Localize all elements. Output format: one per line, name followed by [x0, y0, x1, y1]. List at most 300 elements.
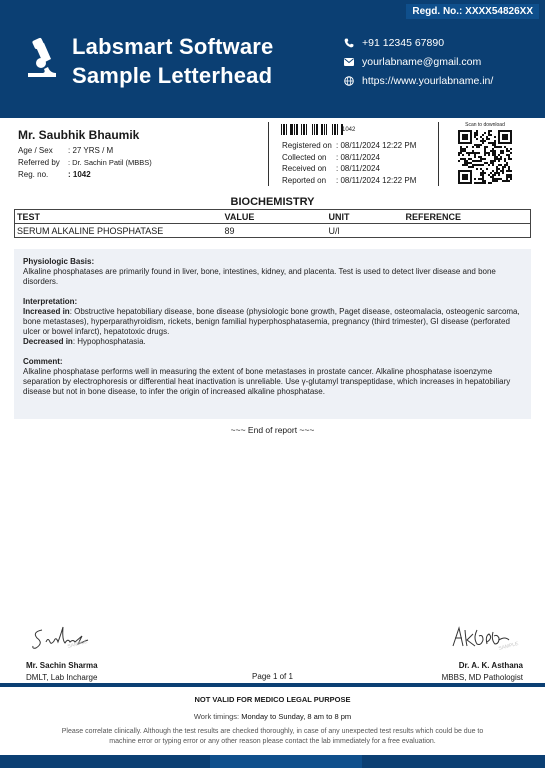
- qr-module: [480, 140, 482, 142]
- qr-module: [466, 152, 468, 154]
- qr-module: [494, 144, 496, 146]
- qr-module: [486, 162, 488, 164]
- label: Age / Sex: [18, 146, 53, 155]
- mail-icon: [344, 58, 362, 66]
- qr-module: [462, 174, 468, 180]
- qr-module: [480, 172, 482, 174]
- qr-module: [460, 158, 462, 160]
- qr-code-icon[interactable]: [458, 130, 512, 184]
- barcode-bar: [316, 124, 318, 135]
- lab-brand-name: [72, 32, 273, 90]
- qr-module: [494, 152, 496, 154]
- qr-module: [496, 168, 498, 170]
- qr-module: [486, 146, 488, 148]
- barcode-bar: [303, 124, 305, 135]
- qr-module: [476, 160, 478, 162]
- qr-module: [480, 136, 482, 138]
- qr-module: [466, 146, 468, 148]
- qr-module: [462, 164, 464, 166]
- qr-module: [488, 174, 490, 176]
- qr-module: [510, 148, 512, 150]
- qr-module: [492, 144, 494, 146]
- qr-module: [490, 162, 492, 164]
- qr-module: [498, 164, 500, 166]
- table-header-row: [15, 210, 531, 224]
- qr-module: [466, 164, 468, 166]
- qr-module: [480, 156, 482, 158]
- qr-module: [468, 158, 470, 160]
- qr-module: [506, 178, 508, 180]
- qr-module: [472, 146, 474, 148]
- signature-left-image: [28, 622, 98, 652]
- qr-module: [504, 166, 506, 168]
- phone-number: +91 12345 67890: [362, 36, 445, 49]
- qr-module: [478, 182, 480, 184]
- qr-module: [484, 158, 486, 160]
- qr-module: [492, 176, 494, 178]
- qr-module: [486, 168, 488, 170]
- signatory-title: DMLT, Lab Incharge: [26, 673, 98, 682]
- qr-module: [474, 160, 476, 162]
- qr-module: [494, 180, 496, 182]
- qr-module: [484, 146, 486, 148]
- qr-module: [474, 178, 476, 180]
- section-title: BIOCHEMISTRY: [230, 196, 315, 208]
- patient-age-row: [18, 145, 268, 157]
- label: Reg. no.: [18, 170, 49, 179]
- reported-row: [282, 175, 416, 187]
- qr-module: [506, 174, 508, 176]
- qr-module: [496, 178, 498, 180]
- qr-module: [476, 130, 478, 132]
- barcode-bar: [294, 124, 295, 135]
- qr-module: [476, 134, 478, 136]
- qr-module: [474, 154, 476, 156]
- qr-module: [482, 180, 484, 182]
- qr-module: [470, 152, 472, 154]
- qr-module: [480, 178, 482, 180]
- value: : 08/11/2024: [336, 164, 380, 174]
- website-row: [344, 71, 493, 90]
- email-row: [344, 52, 493, 71]
- qr-module: [480, 174, 482, 176]
- flask-logo-icon: [24, 37, 60, 79]
- basis-text: Alkaline phosphatases are primarily found in liver, bone, intestines, kidney, and placenta. Test is used to detect liver disease and bone disorders.: [23, 267, 496, 287]
- qr-module: [460, 146, 462, 148]
- value: : 08/11/2024 12:22 PM: [336, 141, 417, 150]
- qr-module: [476, 182, 478, 184]
- barcode-bar: [301, 124, 302, 135]
- qr-module: [478, 164, 480, 166]
- signature-right-image: [447, 622, 527, 652]
- decreased-paragraph: [23, 337, 522, 347]
- qr-module: [472, 150, 474, 152]
- qr-module: [474, 152, 476, 154]
- qr-module: [510, 176, 512, 178]
- test-name: SERUM ALKALINE PHOSPHATASE: [15, 224, 223, 238]
- qr-module: [494, 154, 496, 156]
- qr-module: [494, 142, 496, 144]
- qr-module: [462, 148, 464, 150]
- qr-module: [464, 150, 466, 152]
- barcode-bar: [306, 124, 307, 135]
- value: : 08/11/2024 12:22 PM: [336, 175, 417, 185]
- barcode-bar: [290, 124, 293, 135]
- svg-text:SAMPLE: SAMPLE: [66, 638, 89, 650]
- qr-module: [482, 174, 484, 176]
- brand-line-1: Labsmart Software: [72, 34, 274, 59]
- qr-module: [500, 150, 502, 152]
- legal-notice: NOT VALID FOR MEDICO LEGAL PURPOSE: [194, 695, 351, 704]
- qr-module: [482, 182, 484, 184]
- clinical-notes: [14, 249, 531, 419]
- barcode-bar: [326, 124, 327, 135]
- qr-module: [498, 146, 500, 148]
- qr-module: [488, 154, 490, 156]
- qr-module: [498, 174, 500, 176]
- qr-module: [492, 152, 494, 154]
- qr-module: [496, 180, 498, 182]
- barcode-bar: [308, 124, 311, 135]
- increased-text: : Obstructive hepatobiliary disease, bone disease (physiologic bone growth, Paget disease, osteomalacia, osteogenic sarcoma, bone metastases), hyperparathyroidism, rickets, benign familial hyperphosphatasemia, pregnancy (third trimester), GI disease (perforated ulcer or bowel infarct), hepatotoxic drugs.: [23, 306, 520, 337]
- qr-module: [506, 170, 508, 172]
- interpretation-heading: Interpretation:: [23, 296, 78, 306]
- qr-module: [474, 164, 476, 166]
- qr-module: [508, 150, 510, 152]
- qr-module: [480, 160, 482, 162]
- qr-module: [494, 158, 496, 160]
- label: Reported on: [282, 175, 327, 185]
- qr-module: [478, 152, 480, 154]
- qr-module: [508, 176, 510, 178]
- value: : 1042: [68, 170, 91, 179]
- qr-module: [462, 150, 464, 152]
- qr-module: [506, 180, 508, 182]
- barcode-number: 1042: [342, 127, 356, 133]
- barcode-bar: [281, 124, 282, 135]
- qr-module: [480, 158, 482, 160]
- qr-module: [460, 148, 462, 150]
- qr-module: [484, 150, 486, 152]
- label: Registered on: [282, 141, 332, 150]
- divider: [438, 122, 439, 186]
- phone-icon: [344, 38, 362, 48]
- qr-module: [476, 164, 478, 166]
- qr-module: [458, 152, 460, 154]
- qr-module: [482, 178, 484, 180]
- qr-module: [500, 178, 502, 180]
- qr-module: [510, 158, 512, 160]
- table-row: [15, 224, 531, 238]
- qr-module: [490, 150, 492, 152]
- qr-module: [500, 170, 502, 172]
- qr-module: [496, 172, 498, 174]
- basis-heading: Physiologic Basis:: [23, 257, 95, 266]
- qr-module: [506, 164, 508, 166]
- barcode-bar: [286, 124, 287, 135]
- footer-bar: [0, 755, 545, 768]
- qr-module: [494, 156, 496, 158]
- qr-module: [464, 164, 466, 166]
- footer-bar-segment: [210, 755, 362, 768]
- qr-module: [462, 134, 468, 140]
- email-address[interactable]: yourlabname@gmail.com: [362, 55, 482, 68]
- qr-module: [494, 178, 496, 180]
- divider: [268, 122, 269, 186]
- barcode-bar: [319, 124, 320, 135]
- qr-module: [464, 148, 466, 150]
- qr-module: [490, 172, 492, 174]
- test-unit: U/l: [327, 224, 404, 238]
- value: : Dr. Sachin Patil (MBBS): [68, 158, 152, 167]
- qr-module: [474, 134, 476, 136]
- qr-module: [468, 154, 470, 156]
- qr-module: [492, 178, 494, 180]
- qr-module: [500, 158, 502, 160]
- qr-module: [488, 182, 490, 184]
- qr-module: [486, 138, 488, 140]
- qr-module: [496, 146, 498, 148]
- qr-module: [494, 150, 496, 152]
- results-table: [14, 209, 531, 238]
- qr-module: [504, 180, 506, 182]
- increased-paragraph: [23, 307, 522, 338]
- qr-module: [478, 178, 480, 180]
- qr-module: [472, 160, 474, 162]
- barcode-bar: [321, 124, 323, 135]
- qr-module: [500, 164, 502, 166]
- registration-number: Regd. No.: XXXX54826XX: [406, 4, 539, 19]
- qr-module: [508, 156, 510, 158]
- contact-info: [344, 33, 493, 90]
- comment-text: Alkaline phosphatase performs well in measuring the extent of bone metastases in prostate cancer. Alkaline phosphatase isoenzyme separation by electrophoresis or differential heat inactivation is unreliable. Use γ-glutamyl transpeptidase, which increases in hepatobiliary disease but not in bone disease, to infer the origin of increased alkaline phosphatase.: [23, 366, 511, 397]
- qr-module: [492, 148, 494, 150]
- barcode-icon: [281, 124, 344, 135]
- qr-module: [504, 164, 506, 166]
- barcode-bar: [339, 124, 340, 135]
- phone-row: [344, 33, 493, 52]
- qr-module: [492, 154, 494, 156]
- brand-line-2: Sample Letterhead: [72, 63, 273, 88]
- barcode-bar: [324, 124, 325, 135]
- qr-module: [502, 150, 504, 152]
- qr-module: [482, 140, 484, 142]
- qr-module: [492, 170, 494, 172]
- qr-module: [510, 152, 512, 154]
- qr-module: [470, 158, 472, 160]
- column-header: TEST: [15, 210, 223, 224]
- qr-module: [482, 138, 484, 140]
- qr-module: [502, 134, 508, 140]
- qr-module: [492, 174, 494, 176]
- qr-module: [488, 132, 490, 134]
- qr-module: [478, 144, 480, 146]
- qr-module: [460, 150, 462, 152]
- signatory-title: MBBS, MD Pathologist: [441, 673, 523, 682]
- qr-module: [498, 154, 500, 156]
- qr-module: [500, 152, 502, 154]
- qr-module: [496, 156, 498, 158]
- qr-module: [488, 138, 490, 140]
- qr-module: [480, 168, 482, 170]
- signatory-name: Mr. Sachin Sharma: [26, 661, 98, 670]
- qr-module: [464, 162, 466, 164]
- qr-module: [490, 176, 492, 178]
- qr-module: [488, 164, 490, 166]
- qr-module: [486, 136, 488, 138]
- qr-module: [464, 158, 466, 160]
- qr-module: [506, 176, 508, 178]
- qr-module: [508, 158, 510, 160]
- qr-module: [472, 152, 474, 154]
- qr-module: [476, 138, 478, 140]
- scan-label: Scan to download: [465, 122, 505, 128]
- qr-module: [490, 142, 492, 144]
- qr-module: [476, 146, 478, 148]
- qr-module: [486, 152, 488, 154]
- qr-module: [488, 134, 490, 136]
- qr-module: [492, 164, 494, 166]
- qr-module: [484, 162, 486, 164]
- qr-module: [488, 142, 490, 144]
- qr-module: [492, 180, 494, 182]
- qr-module: [482, 164, 484, 166]
- qr-module: [474, 182, 476, 184]
- qr-module: [490, 130, 492, 132]
- qr-module: [490, 160, 492, 162]
- qr-module: [470, 166, 472, 168]
- qr-module: [488, 130, 490, 132]
- patient-info: [18, 128, 268, 181]
- website-url[interactable]: https://www.yourlabname.in/: [362, 74, 494, 87]
- qr-module: [492, 142, 494, 144]
- qr-module: [458, 160, 460, 162]
- qr-module: [480, 182, 482, 184]
- barcode-bar: [283, 124, 285, 135]
- qr-module: [508, 166, 510, 168]
- qr-module: [464, 160, 466, 162]
- qr-module: [498, 158, 500, 160]
- qr-module: [496, 170, 498, 172]
- sample-dates: [282, 140, 416, 186]
- qr-module: [458, 154, 460, 156]
- qr-module: [482, 134, 484, 136]
- qr-module: [466, 162, 468, 164]
- qr-module: [508, 174, 510, 176]
- qr-module: [482, 158, 484, 160]
- qr-module: [484, 154, 486, 156]
- patient-regno-row: [18, 169, 268, 181]
- patient-referred-row: [18, 157, 268, 169]
- qr-module: [494, 174, 496, 176]
- qr-module: [466, 160, 468, 162]
- page-number: Page 1 of 1: [252, 672, 293, 681]
- qr-module: [498, 178, 500, 180]
- qr-module: [494, 136, 496, 138]
- qr-module: [506, 148, 508, 150]
- barcode-bar: [314, 124, 315, 135]
- qr-module: [494, 172, 496, 174]
- svg-text:SAMPLE: SAMPLE: [497, 640, 520, 652]
- timings-value: Monday to Sunday, 8 am to 8 pm: [241, 712, 352, 721]
- label: Collected on: [282, 152, 327, 162]
- qr-module: [478, 160, 480, 162]
- qr-module: [472, 164, 474, 166]
- value: : 08/11/2024: [336, 152, 380, 162]
- qr-module: [500, 146, 502, 148]
- qr-module: [482, 170, 484, 172]
- qr-module: [490, 134, 492, 136]
- qr-module: [476, 144, 478, 146]
- qr-module: [492, 150, 494, 152]
- qr-module: [500, 156, 502, 158]
- qr-module: [510, 178, 512, 180]
- test-reference: [404, 224, 531, 238]
- qr-module: [472, 166, 474, 168]
- qr-module: [506, 162, 508, 164]
- qr-module: [468, 162, 470, 164]
- end-of-report: ~~~ End of report ~~~: [230, 425, 315, 435]
- qr-module: [508, 154, 510, 156]
- signatory-name: Dr. A. K. Asthana: [458, 661, 523, 670]
- qr-module: [460, 152, 462, 154]
- qr-module: [492, 160, 494, 162]
- qr-module: [482, 142, 484, 144]
- qr-module: [508, 168, 510, 170]
- column-header: REFERENCE: [404, 210, 531, 224]
- decreased-text: : Hypophosphatasia.: [72, 337, 146, 347]
- barcode-bar: [337, 124, 338, 135]
- qr-module: [484, 132, 486, 134]
- qr-module: [476, 132, 478, 134]
- collected-row: [282, 152, 416, 164]
- qr-module: [498, 160, 500, 162]
- qr-module: [510, 170, 512, 172]
- barcode-bar: [334, 124, 336, 135]
- column-header: VALUE: [223, 210, 327, 224]
- qr-module: [506, 150, 508, 152]
- increased-label: Increased in: [23, 306, 70, 316]
- letterhead-header: [0, 0, 545, 118]
- qr-module: [506, 154, 508, 156]
- qr-module: [496, 166, 498, 168]
- qr-module: [498, 168, 500, 170]
- comment-heading: Comment:: [23, 356, 63, 366]
- qr-module: [502, 168, 504, 170]
- barcode-bar: [312, 124, 313, 135]
- qr-module: [504, 146, 506, 148]
- globe-icon: [344, 76, 362, 86]
- qr-module: [470, 162, 472, 164]
- qr-module: [494, 160, 496, 162]
- qr-module: [468, 152, 470, 154]
- qr-module: [462, 158, 464, 160]
- registered-row: [282, 140, 416, 152]
- patient-name: Mr. Saubhik Bhaumik: [18, 128, 140, 142]
- qr-module: [502, 152, 504, 154]
- qr-module: [484, 152, 486, 154]
- barcode-bar: [288, 124, 289, 135]
- qr-module: [502, 170, 504, 172]
- timings-label: Work timings:: [193, 712, 242, 721]
- qr-module: [474, 144, 476, 146]
- qr-module: [510, 174, 512, 176]
- qr-module: [478, 156, 480, 158]
- column-header: UNIT: [327, 210, 404, 224]
- qr-module: [496, 158, 498, 160]
- test-value: 89: [223, 224, 327, 238]
- qr-module: [488, 152, 490, 154]
